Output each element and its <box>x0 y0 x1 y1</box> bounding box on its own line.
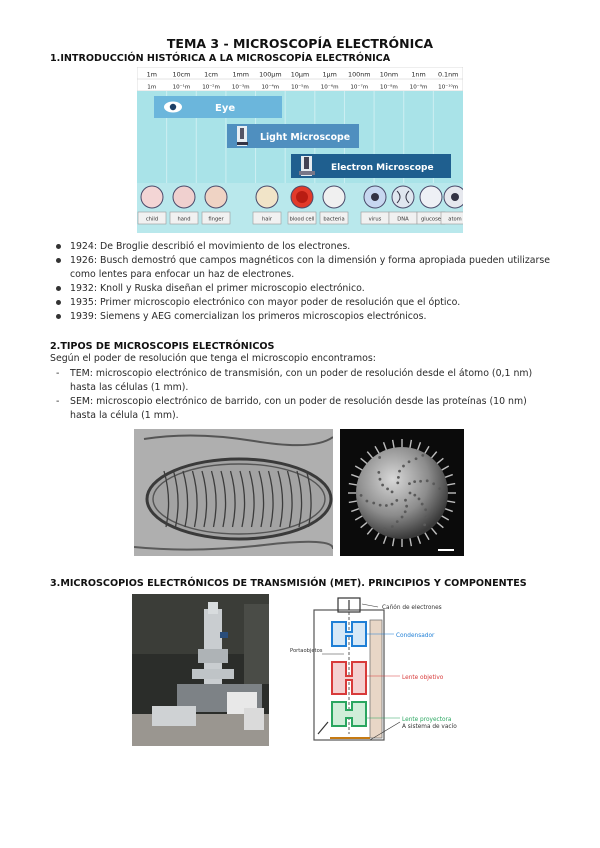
history-bullet-text: 1939: Siemens y AEG comercializan los primeros microscopios electrónicos. <box>70 311 427 322</box>
section2-intro: Según el poder de resolución que tenga el microscopio encontramos: <box>50 353 376 364</box>
section3-heading: 3.MICROSCOPIOS ELECTRÓNICOS DE TRANSMISIÓN (MET). PRINCIPIOS Y COMPONENTES <box>50 578 527 589</box>
object-label: child <box>145 216 159 223</box>
object-label: virus <box>368 216 382 223</box>
tem-item: - TEM: microscopio electrónico de transmisión, con un poder de resolución desde el átomo (0,1 nm) hasta las células (1 mm). <box>56 368 533 393</box>
electron-microscope-label: Electron Microscope <box>331 163 434 173</box>
scale-bottom-label: 10⁻⁹m <box>409 84 428 91</box>
section1-heading: 1.INTRODUCCIÓN HISTÓRICA A LA MICROSCOPÍA ELECTRÓNICA <box>50 53 391 64</box>
scale-figure <box>137 67 463 233</box>
history-bullet-text: 1924: De Broglie describió el movimiento de los electrones. <box>70 241 351 252</box>
scale-top-label: 1μm <box>322 70 337 79</box>
object-label: bacteria <box>323 216 345 223</box>
tem-item-text: TEM: microscopio electrónico de transmisión, con un poder de resolución desde el átomo (0,1 nm) hasta las células (1 mm). <box>70 368 533 393</box>
object-label: atom <box>448 216 462 223</box>
section2-heading: 2.TIPOS DE MICROSCOPIS ELECTRÓNICOS <box>50 341 275 352</box>
bullet-dot-icon <box>56 300 61 305</box>
scale-top-label: 100μm <box>259 70 282 79</box>
bullet-dot-icon <box>56 286 61 291</box>
history-bullet-text: 1926: Busch demostró que campos magnéticos con la dimensión y forma apropiada pueden utilizarse como lentes para enfocar un haz de electrones. <box>70 255 550 280</box>
history-bullet <box>70 282 550 296</box>
scale-bottom-label: 10⁻⁸m <box>380 84 398 91</box>
label-canon: Cañón de electrones <box>382 605 442 611</box>
scale-bottom-label: 10⁻⁶m <box>320 84 339 91</box>
history-bullet <box>70 240 550 254</box>
tem-microscope-photo <box>132 594 269 746</box>
bullet-dot-icon <box>56 258 61 263</box>
sem-item: - SEM: microscopio electrónico de barrido, con un poder de resolución desde las proteínas (10 nm) hasta la célula (1 mm). <box>56 396 527 421</box>
scale-bottom-label: 10⁻⁷m <box>350 84 369 91</box>
object-label: blood cell <box>289 216 315 223</box>
history-bullet <box>70 296 550 310</box>
object-label: hair <box>261 216 273 223</box>
history-bullet <box>70 254 550 282</box>
history-bullet-text: 1932: Knoll y Ruska diseñan el primer microscopio electrónico. <box>70 283 365 294</box>
history-bullet-text: 1935: Primer microscopio electrónico con mayor poder de resolución que el óptico. <box>70 297 461 308</box>
label-objetivo: Lente objetivo <box>402 675 444 681</box>
page-title: TEMA 3 - MICROSCOPÍA ELECTRÓNICA <box>166 36 434 51</box>
scale-bottom-label: 10⁻¹⁰m <box>438 84 459 91</box>
object-label: DNA <box>397 216 409 223</box>
light-microscope-icon <box>237 126 248 146</box>
bullet-dot-icon <box>56 244 61 249</box>
scale-top-label: 10cm <box>172 70 191 79</box>
label-condensador: Condensador <box>396 633 435 639</box>
light-microscope-label: Light Microscope <box>260 132 351 143</box>
sem-item-text: SEM: microscopio electrónico de barrido, con un poder de resolución desde las proteínas (10 nm) hasta la célula (1 mm). <box>70 396 527 421</box>
sem-micrograph-image <box>340 429 464 556</box>
history-bullet <box>70 310 550 324</box>
scale-bottom-label: 10⁻³m <box>231 84 250 91</box>
scale-top-label: 100nm <box>348 70 371 79</box>
scale-top-label: 0.1nm <box>437 70 459 79</box>
scale-bottom-label: 10⁻⁴m <box>261 84 280 91</box>
object-label: hand <box>177 216 191 223</box>
scale-bottom-label: 10⁻²m <box>202 84 220 91</box>
tem-schematic-diagram <box>290 594 466 748</box>
object-label: finger <box>208 216 224 223</box>
scale-top-label: 1m <box>146 70 157 79</box>
object-label: glucose <box>421 216 441 223</box>
eye-icon <box>164 102 182 113</box>
eye-band-label: Eye <box>215 103 236 114</box>
label-vacio: A sistema de vacío <box>402 724 457 730</box>
label-proyectora: Lente proyectora <box>402 717 452 723</box>
scale-top-label: 10nm <box>379 70 399 79</box>
scale-top-label: 10μm <box>290 70 310 79</box>
tem-micrograph-image <box>134 429 333 556</box>
scale-bottom-label: 10⁻⁵m <box>291 84 309 91</box>
scale-bottom-label: 1m <box>147 84 157 91</box>
scale-top-label: 1mm <box>232 70 249 79</box>
label-portaobjetos: Portaobjetos <box>290 648 323 654</box>
bullet-dot-icon <box>56 314 61 319</box>
scale-top-label: 1nm <box>411 70 426 79</box>
scale-top-label: 1cm <box>204 70 218 79</box>
scale-bottom-label: 10⁻¹m <box>172 84 191 91</box>
